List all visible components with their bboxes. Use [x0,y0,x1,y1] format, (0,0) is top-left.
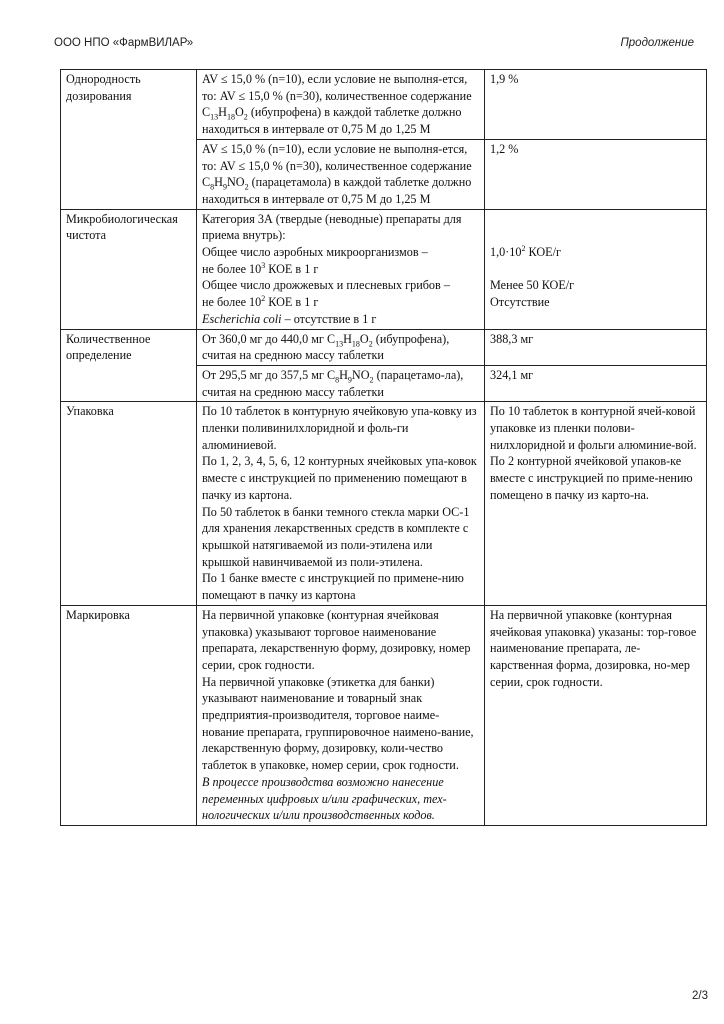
specification-table [60,69,707,826]
table-row [61,329,707,365]
parameter-name: Количественное определение [61,329,197,402]
table-row [61,209,707,329]
table-row [61,402,707,605]
company-name: ООО НПО «ФармВИЛАР» [54,37,194,49]
table-row [61,70,707,140]
continuation-label: Продолжение [620,37,694,49]
result-cell: 1,9 % [485,70,707,140]
result-cell: На первичной упаковке (контурная ячейковая упаковка) указаны: тор-говое наименование препарата, ле-карственная форма, дозировка, но-мер серии, срок годности. [485,605,707,825]
requirement-cell: От 295,5 мг до 357,5 мг $C_8H_9NO_2$ (парацетамо-ла), считая на среднюю массу таблетки [197,365,485,401]
table-row [61,605,707,825]
result-cell: 388,3 мг [485,329,707,365]
requirement-cell: AV ≤ 15,0 % (n=10), если условие не выполня-ется, то: AV ≤ 15,0 % (n=30), количественное содержание $C_{13}H_{18}O_2$ (ибупрофена) в каждой таблетке должно находиться в интервале от 0,75 М до 1,25 М [197,70,485,140]
parameter-name: Микробиологическая чистота [61,209,197,329]
parameter-name: Маркировка [61,605,197,825]
requirement-cell: AV ≤ 15,0 % (n=10), если условие не выполня-ется, то: AV ≤ 15,0 % (n=30), количественное содержание $C_8H_9NO_2$ (парацетамола) в каждой таблетке должно находиться в интервале от 0,75 М до 1,25 М [197,139,485,209]
requirement-cell: От 360,0 мг до 440,0 мг $C_{13}H_{18}O_2$ (ибупрофена), считая на среднюю массу таблетки [197,329,485,365]
result-cell: 1,2 % [485,139,707,209]
result-cell: 324,1 мг [485,365,707,401]
parameter-name: Упаковка [61,402,197,605]
requirement-cell: Категория 3А (твердые (неводные) препараты для приема внутрь): Общее число аэробных микроорганизмов – не более $10^3$ КОЕ в 1 г Общее число дрожжевых и плесневых грибов – не более $10^2$ КОЕ в 1 г Escherichia coli – отсутствие в 1 г [197,209,485,329]
requirement-cell: По 10 таблеток в контурную ячейковую упа-ковку из пленки поливинилхлоридной и фоль-ги алюминиевой. По 1, 2, 3, 4, 5, 6, 12 контурных ячейковых упа-ковок вместе с инструкцией по применению помещают в пачку из картона. По 50 таблеток в банки темного стекла марки ОС-1 для хранения лекарственных средств в комплекте с крышкой натягиваемой из поли-этилена или крышкой навинчиваемой из поли-этилена. По 1 банке вместе с инструкцией по примене-нию помещают в пачку из картона [197,402,485,605]
result-cell: По 10 таблеток в контурной ячей-ковой упаковке из пленки полови-нилхлоридной и фольги алюминие-вой. По 2 контурной ячейковой упаков-ке вместе с инструкцией по приме-нению помещено в пачку из карто-на. [485,402,707,605]
result-cell: $1,0\cdot 10^2$ КОЕ/г Менее 50 КОЕ/г Отсутствие [485,209,707,329]
parameter-name: Однородность дозирования [61,70,197,210]
requirement-cell: На первичной упаковке (контурная ячейковая упаковка) указывают торговое наименование препарата, лекарственную форму, дозировку, номер серии, срок годности. На первичной упаковке (этикетка для банки) указывают наименование и товарный знак предприятия-производителя, торговое наиме-нование препарата, группировочное наимено-вание, лекарственную форму, дозировку, коли-чество таблеток в упаковке, номер серии, срок годности. В процессе производства возможно нанесение переменных цифровых и/или графических, тех-нологических и/или производственных кодов. [197,605,485,825]
page-number: 2/3 [692,990,708,1002]
